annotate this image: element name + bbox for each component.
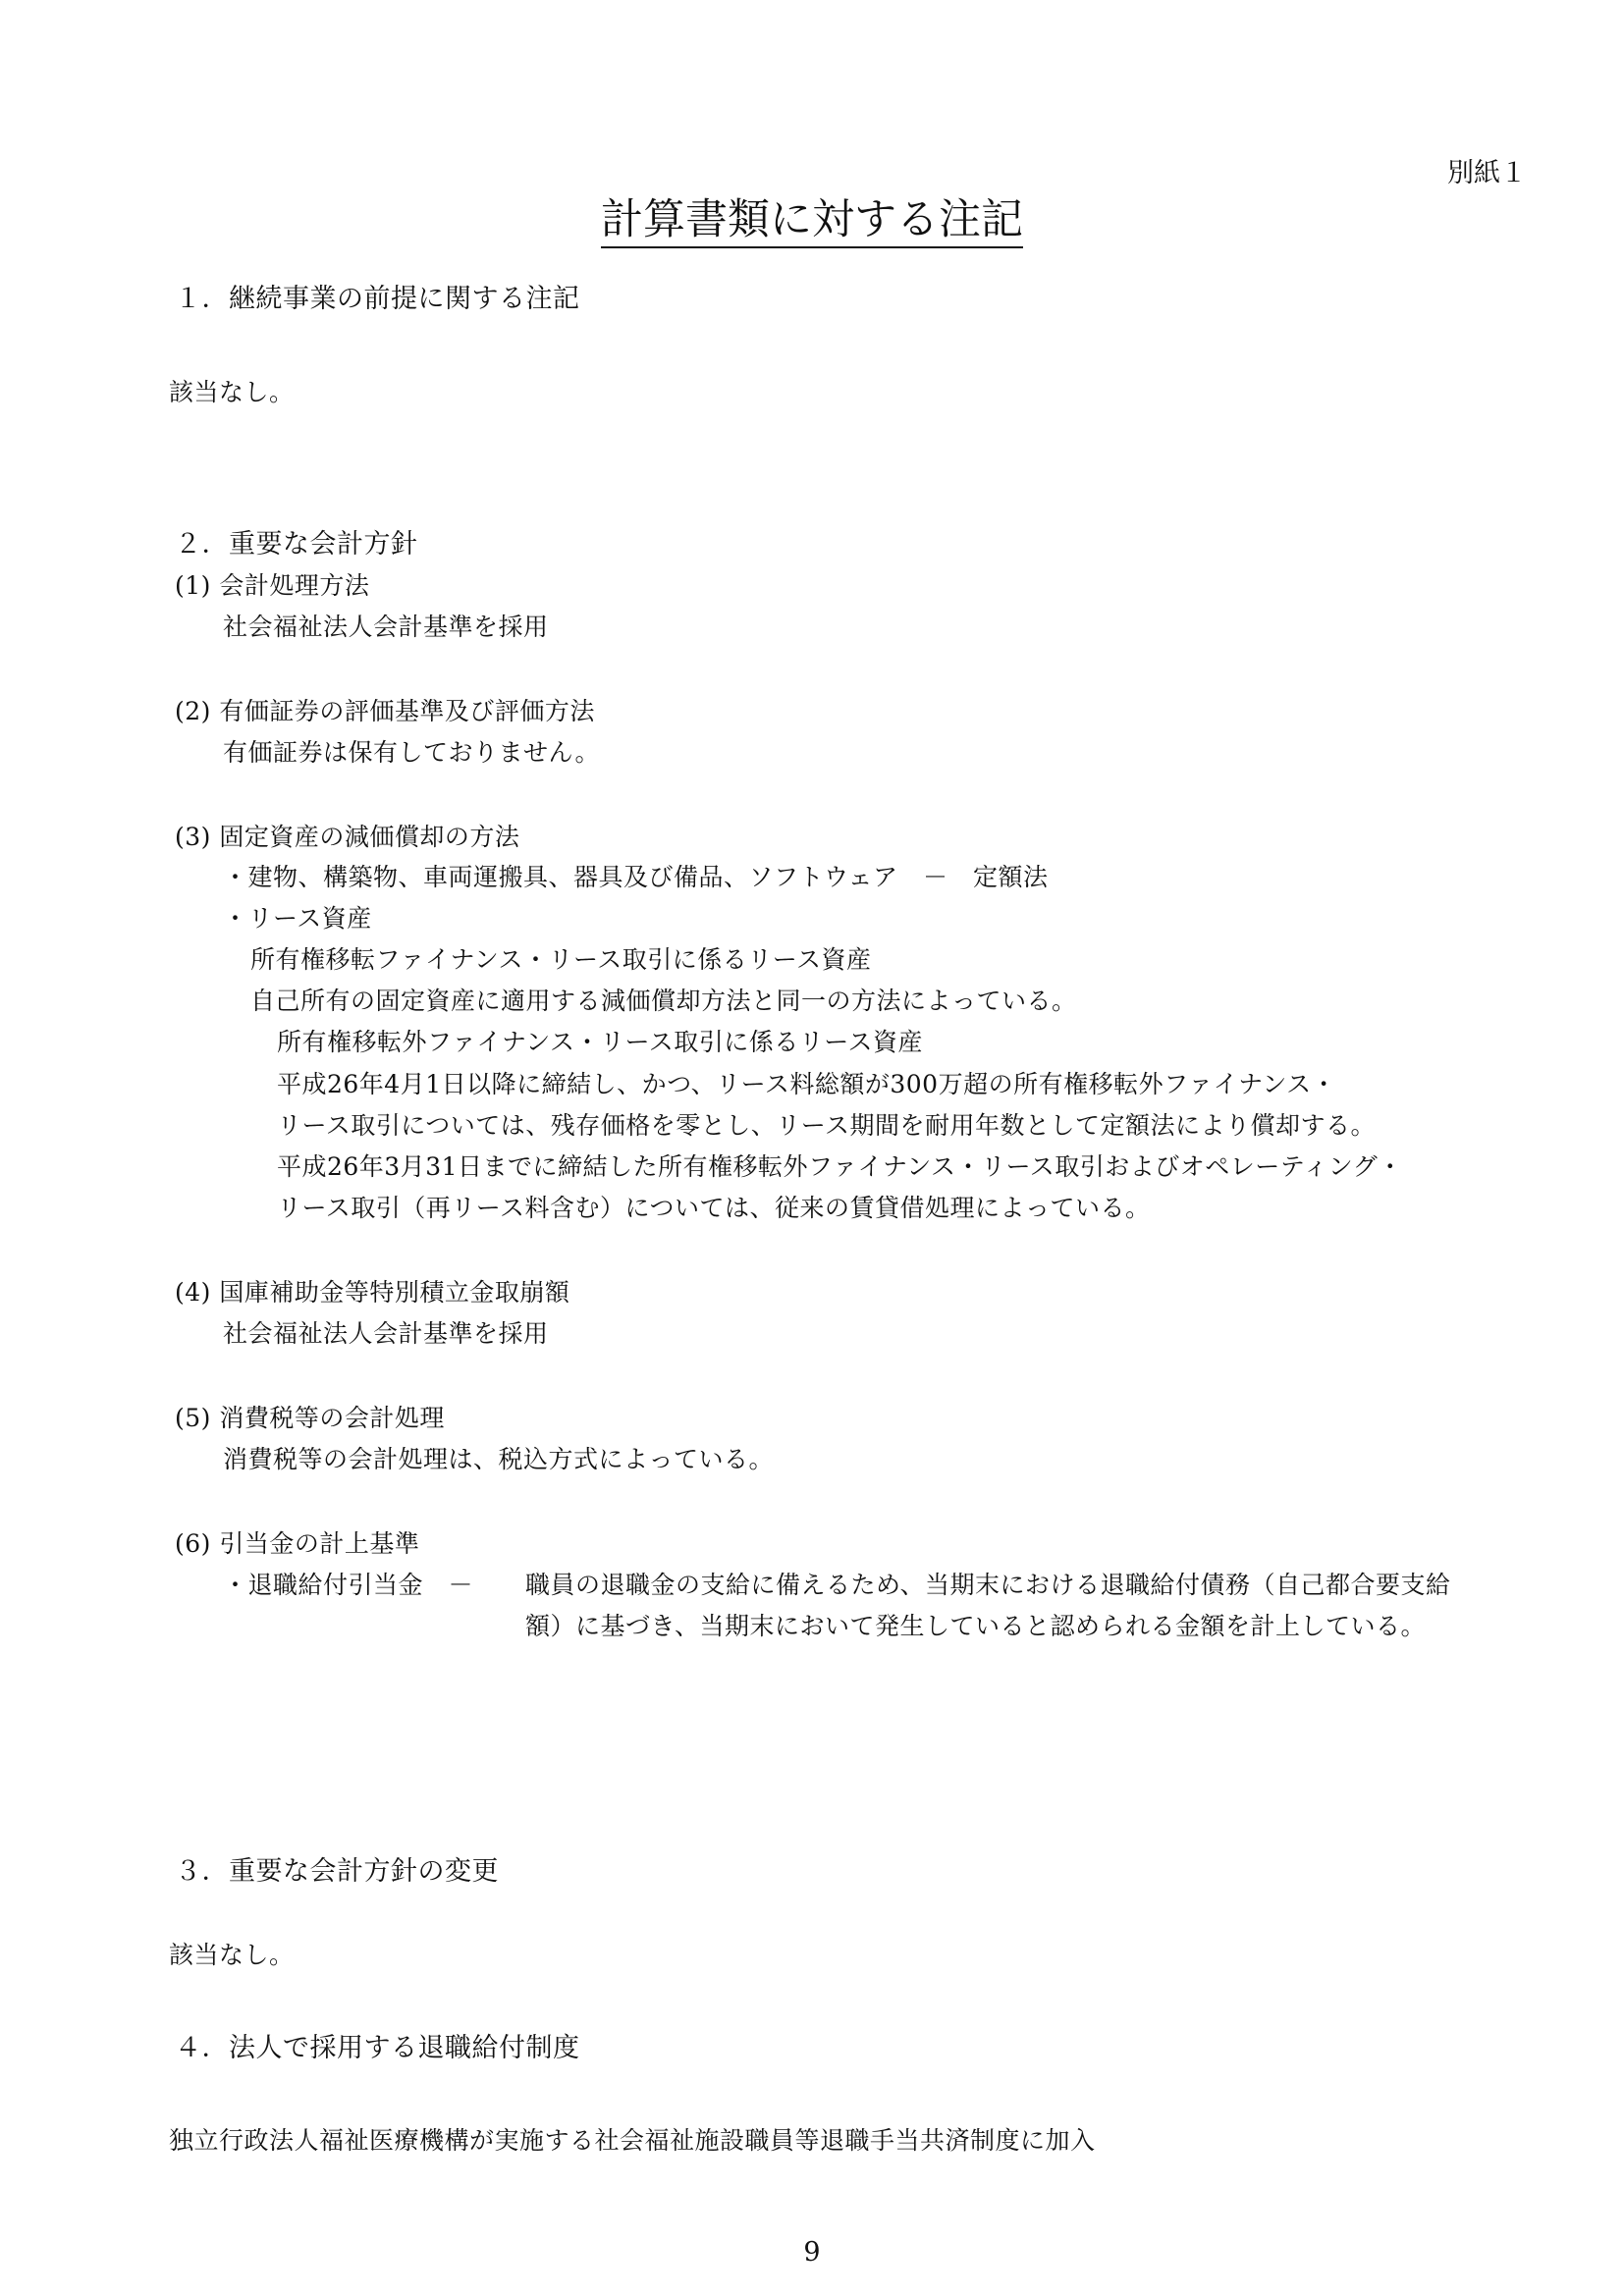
policy-6-desc-line-2: 額）に基づき、当期末において発生していると認められる金額を計上している。 [525, 1612, 1427, 1640]
policy-6-title: (6) 引当金の計上基準 [175, 1529, 420, 1558]
policy-1-body: 社会福祉法人会計基準を採用 [223, 613, 549, 641]
policy-3-lease-line-3: 所有権移転外ファイナンス・リース取引に係るリース資産 [277, 1028, 924, 1056]
policy-3-lease-line-2: 自己所有の固定資産に適用する減価償却方法と同一の方法によっている。 [250, 987, 1077, 1015]
section-3-heading: ３．重要な会計方針の変更 [175, 1856, 499, 1887]
policy-6-label: ・退職給付引当金 － [223, 1571, 474, 1599]
page-title-container [0, 192, 1624, 247]
policy-3-title: (3) 固定資産の減価償却の方法 [175, 823, 520, 851]
policy-3-lease-line-6: 平成26年3月31日までに締結した所有権移転外ファイナンス・リース取引およびオペレーティング・ [277, 1152, 1403, 1181]
section-4-heading: ４．法人で採用する退職給付制度 [175, 2033, 580, 2063]
section-4-body: 独立行政法人福祉医療機構が実施する社会福祉施設職員等退職手当共済制度に加入 [169, 2126, 1096, 2155]
attachment-label: 別紙１ [1447, 158, 1527, 188]
policy-6-desc-line-1: 職員の退職金の支給に備えるため、当期末における退職給付債務（自己都合要支給 [525, 1571, 1451, 1599]
policy-3-lease-line-7: リース取引（再リース料含む）については、従来の賃貸借処理によっている。 [277, 1194, 1151, 1222]
section-3-body: 該当なし。 [169, 1941, 295, 1969]
policy-4-title: (4) 国庫補助金等特別積立金取崩額 [175, 1278, 570, 1307]
policy-2-body: 有価証券は保有しておりません。 [223, 738, 601, 767]
policy-3-bullet-buildings: ・建物、構築物、車両運搬具、器具及び備品、ソフトウェア － 定額法 [223, 863, 1049, 891]
policy-1-title: (1) 会計処理方法 [175, 571, 370, 600]
page-number: 9 [803, 2237, 821, 2268]
policy-3-lease-line-1: 所有権移転ファイナンス・リース取引に係るリース資産 [250, 945, 872, 974]
policy-3-lease-line-4: 平成26年4月1日以降に締結し、かつ、リース料総額が300万超の所有権移転外ファイナンス・ [277, 1070, 1337, 1098]
policy-5-body: 消費税等の会計処理は、税込方式によっている。 [223, 1445, 775, 1473]
section-1-heading: １．継続事業の前提に関する注記 [175, 284, 580, 314]
policy-3-bullet-lease: ・リース資産 [223, 904, 372, 933]
page-title: 計算書類に対する注記 [601, 195, 1023, 248]
policy-5-title: (5) 消費税等の会計処理 [175, 1404, 445, 1432]
section-1-body: 該当なし。 [169, 378, 295, 406]
policy-2-title: (2) 有価証券の評価基準及び評価方法 [175, 697, 595, 725]
section-2-heading: ２．重要な会計方針 [175, 529, 418, 560]
policy-4-body: 社会福祉法人会計基準を採用 [223, 1319, 549, 1348]
policy-3-lease-line-5: リース取引については、残存価格を零とし、リース期間を耐用年数として定額法により償却する。 [277, 1111, 1377, 1140]
